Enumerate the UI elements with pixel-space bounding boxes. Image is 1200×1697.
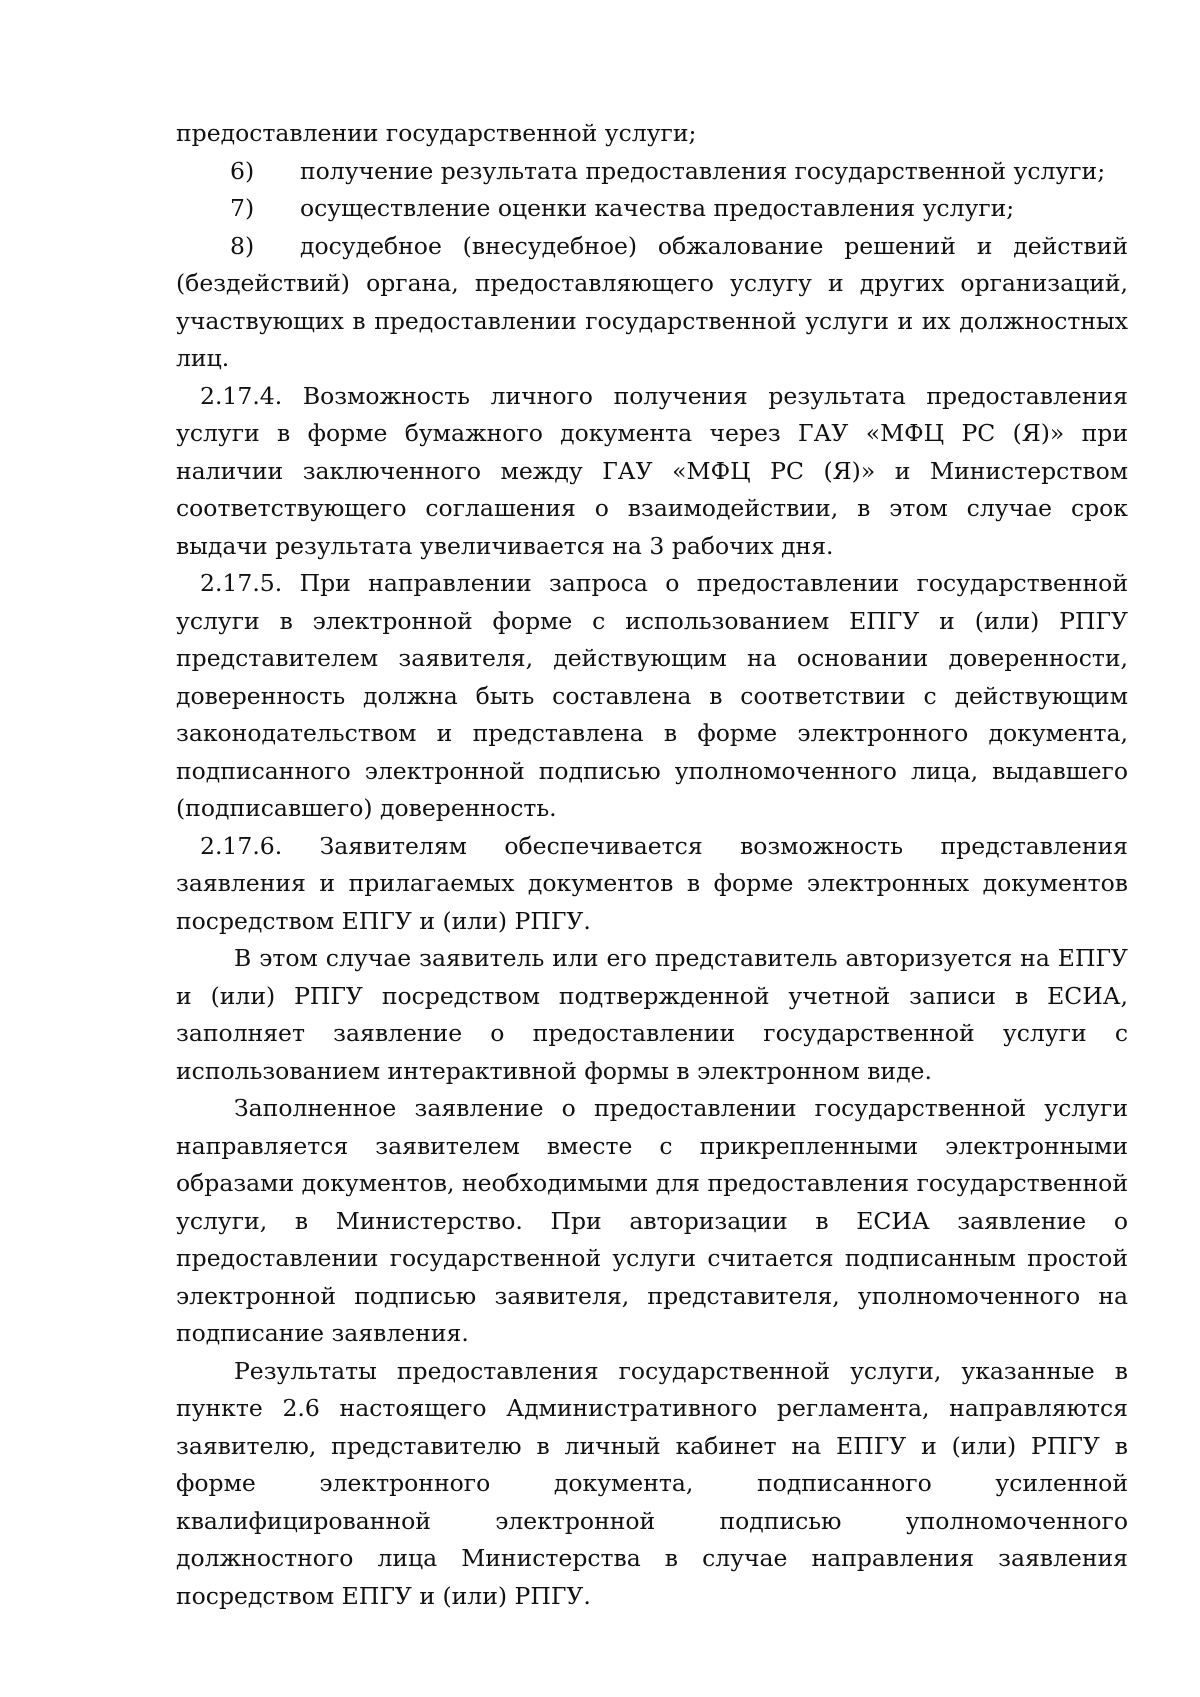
list-number: 6)	[230, 156, 255, 185]
list-item-6	[176, 153, 1128, 191]
paragraph-2-17-6: 2.17.6. Заявителям обеспечивается возможность представления заявления и прилагаемых документов в форме электронных документов посредством ЕПГУ и (или) РПГУ.	[176, 831, 1128, 935]
paragraph-2-17-5: 2.17.5. При направлении запроса о предоставлении государственной услуги в электронной форме с использованием ЕПГУ и (или) РПГУ представителем заявителя, действующим на основании доверенности, доверенность должна быть составлена в соответствии с действующим законодательством и представлена в форме электронного документа, подписанного электронной подписью уполномоченного лица, выдавшего (подписавшего) доверенность.	[176, 569, 1128, 822]
list-item-text: досудебное (внесудебное) обжалование решений и действий (бездействий) органа, предоставляющего услугу и других организаций, участвующих в предоставлении государственной услуги и их должностных лиц.	[176, 231, 1128, 372]
paragraph-filled-application: Заполненное заявление о предоставлении государственной услуги направляется заявителем вместе с прикрепленными электронными образами документов, необходимыми для предоставления государственной услуги, в Министерство. При авторизации в ЕСИА заявление о предоставлении государственной услуги считается подписанным простой электронной подписью заявителя, представителя, уполномоченного на подписание заявления.	[176, 1094, 1128, 1347]
paragraph-results: Результаты предоставления государственной услуги, указанные в пункте 2.6 настоящего Административного регламента, направляются заявителю, представителю в личный кабинет на ЕПГУ и (или) РПГУ в форме электронного документа, подписанного усиленной квалифицированной электронной подписью уполномоченного должностного лица Министерства в случае направления заявления посредством ЕПГУ и (или) РПГУ.	[176, 1356, 1128, 1610]
list-item-8	[176, 228, 1128, 378]
list-item-text: получение результата предоставления государственной услуги;	[300, 156, 1106, 185]
list-number: 7)	[230, 194, 255, 222]
paragraph-continuation: предоставлении государственной услуги;	[176, 119, 697, 147]
document-body	[176, 115, 1128, 1615]
list-number: 8)	[230, 231, 255, 260]
list-item-text: осуществление оценки качества предоставления услуги;	[300, 194, 1015, 222]
list-item-7	[176, 190, 1128, 228]
paragraph-authorization: В этом случае заявитель или его представитель авторизуется на ЕПГУ и (или) РПГУ посредством подтвержденной учетной записи в ЕСИА, заполняет заявление о предоставлении государственной услуги с использованием интерактивной формы в электронном виде.	[176, 944, 1128, 1085]
paragraph-2-17-4: 2.17.4. Возможность личного получения результата предоставления услуги в форме бумажного документа через ГАУ «МФЦ РС (Я)» при наличии заключенного между ГАУ «МФЦ РС (Я)» и Министерством соответствующего соглашения о взаимодействии, в этом случае срок выдачи результата увеличивается на 3 рабочих дня.	[176, 381, 1128, 560]
